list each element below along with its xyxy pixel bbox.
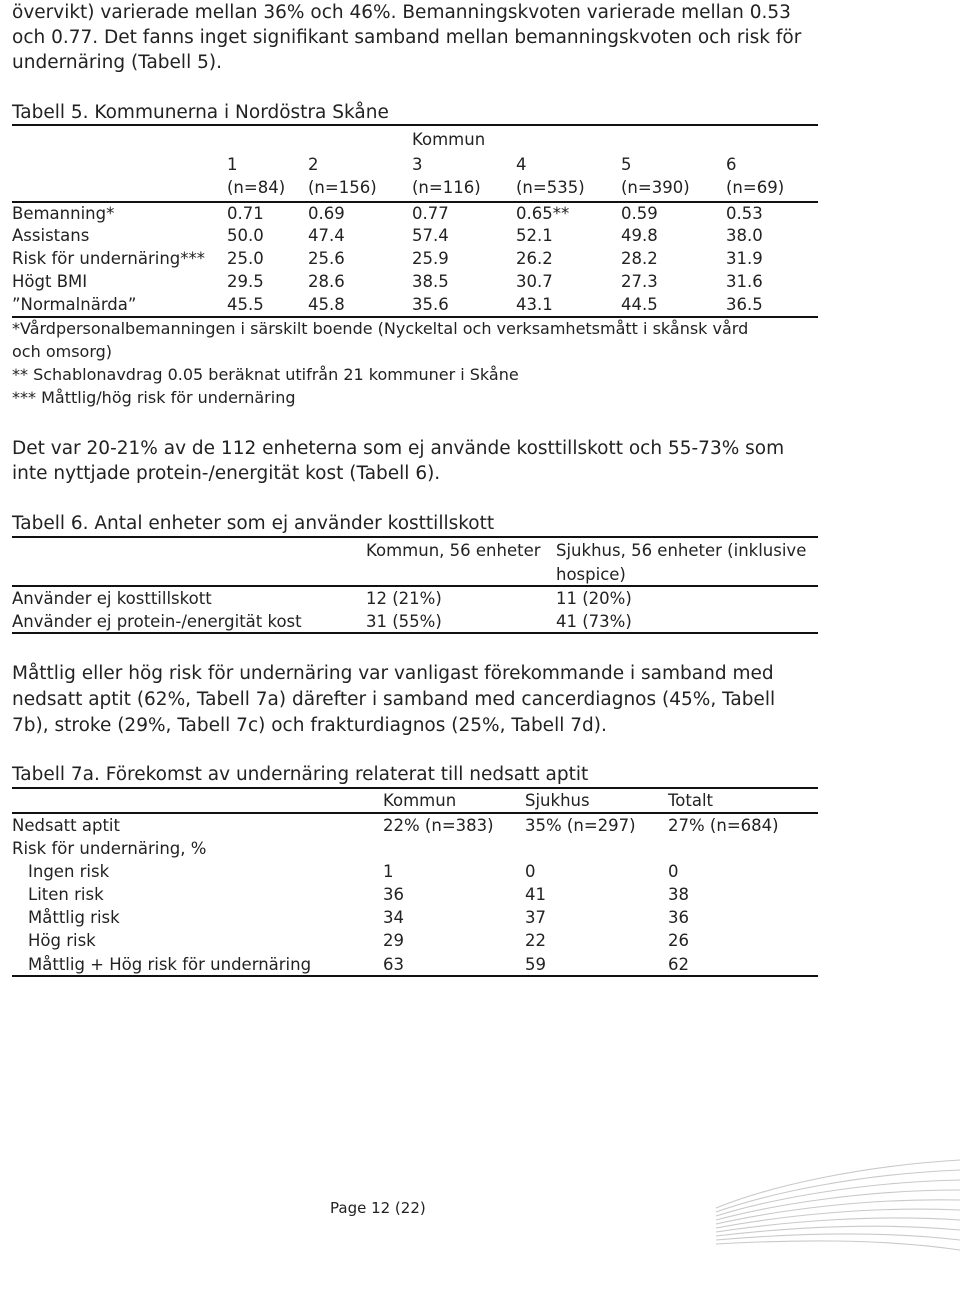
table7a-caption: Tabell 7a. Förekomst av undernäring relaterat till nedsatt aptit (12, 764, 589, 785)
table6-row-label: Använder ej kosttillskott (12, 589, 212, 608)
table7a-row-label: Nedsatt aptit (12, 816, 120, 835)
table5-cell: 49.8 (621, 226, 658, 245)
table5-cell: 36.5 (726, 295, 763, 314)
table5-cell: 30.7 (516, 272, 553, 291)
table5-footnote: *** Måttlig/hög risk för undernäring (12, 388, 296, 407)
table6-header-sjukhus: Sjukhus, 56 enheter (inklusive (556, 541, 807, 560)
table6-header-sjukhus-cont: hospice) (556, 565, 626, 584)
table5-cell: 25.0 (227, 249, 264, 268)
table7a-cell: 36 (383, 885, 404, 904)
table5-cell: 31.6 (726, 272, 763, 291)
table5-row-label: Risk för undernäring*** (12, 249, 206, 268)
table5-cell: 35.6 (412, 295, 449, 314)
table5-cell: 43.1 (516, 295, 553, 314)
table7a-header-totalt: Totalt (668, 791, 714, 810)
table5-cell: 57.4 (412, 226, 449, 245)
table7a-row-label: Ingen risk (28, 862, 110, 881)
table5-group-header: Kommun (412, 130, 486, 149)
table5-row-label: Bemanning* (12, 204, 115, 223)
intro-line-2: och 0.77. Det fanns inget signifikant samband mellan bemanningskvoten och risk för (12, 27, 802, 48)
table5-cell: 25.6 (308, 249, 345, 268)
table5-cell: 0.53 (726, 204, 763, 223)
table5-cell: 38.5 (412, 272, 449, 291)
table5-row-label: Högt BMI (12, 272, 88, 291)
para2-line-2: inte nyttjade protein-/energität kost (Tabell 6). (12, 463, 441, 484)
table5-cell: 0.69 (308, 204, 345, 223)
table7a-cell: 36 (668, 908, 689, 927)
table5-row-label: Assistans (12, 226, 90, 245)
table6-header-kommun: Kommun, 56 enheter (366, 541, 541, 560)
table7a-row-label: Måttlig + Hög risk för undernäring (28, 955, 312, 974)
table5-cell: 31.9 (726, 249, 763, 268)
table7a-cell: 35% (n=297) (525, 816, 636, 835)
table7a-cell: 38 (668, 885, 689, 904)
para2-line-1: Det var 20-21% av de 112 enheterna som ej använde kosttillskott och 55-73% som (12, 438, 785, 459)
table5-cell: 47.4 (308, 226, 345, 245)
table7a-row-label: Hög risk (28, 931, 96, 950)
table5-cell: 38.0 (726, 226, 763, 245)
table7a-cell: 27% (n=684) (668, 816, 779, 835)
table5-footnote: och omsorg) (12, 342, 113, 361)
table5-col-1-n: (n=84) (227, 178, 286, 197)
table6-cell: 11 (20%) (556, 589, 632, 608)
intro-line-3: undernäring (Tabell 5). (12, 52, 222, 73)
table7a-cell: 0 (668, 862, 679, 881)
table7a-cell: 63 (383, 955, 404, 974)
table7a-cell: 22% (n=383) (383, 816, 494, 835)
table7a-cell: 34 (383, 908, 404, 927)
table7a-header-kommun: Kommun (383, 791, 457, 810)
table5-col-2-num: 2 (308, 155, 319, 174)
table5-row-label: ”Normalnärda” (12, 295, 137, 314)
table7a-row-label: Risk för undernäring, % (12, 839, 207, 858)
table5-col-5-n: (n=390) (621, 178, 690, 197)
page-number: Page 12 (22) (330, 1199, 426, 1217)
table5-cell: 0.71 (227, 204, 264, 223)
table5-caption: Tabell 5. Kommunerna i Nordöstra Skåne (12, 102, 389, 123)
table7a-row-label: Måttlig risk (28, 908, 120, 927)
table5-col-6-num: 6 (726, 155, 737, 174)
table5-col-3-num: 3 (412, 155, 423, 174)
table7a-cell: 62 (668, 955, 689, 974)
table5-footnote: ** Schablonavdrag 0.05 beräknat utifrån 21 kommuner i Skåne (12, 365, 519, 384)
table7a-header-sjukhus: Sjukhus (525, 791, 590, 810)
para3-line-2: nedsatt aptit (62%, Tabell 7a) därefter i samband med cancerdiagnos (45%, Tabell (12, 689, 776, 710)
table5-cell: 26.2 (516, 249, 553, 268)
table5-cell: 28.6 (308, 272, 345, 291)
table7a-cell: 22 (525, 931, 546, 950)
table5-footnote: *Vårdpersonalbemanningen i särskilt boende (Nyckeltal och verksamhetsmått i skånsk vård (12, 319, 749, 338)
table7a-cell: 0 (525, 862, 536, 881)
table7a-cell: 26 (668, 931, 689, 950)
table5-col-2-n: (n=156) (308, 178, 377, 197)
table5-cell: 0.59 (621, 204, 658, 223)
table5-cell: 0.77 (412, 204, 449, 223)
table5-col-6-n: (n=69) (726, 178, 785, 197)
table6-cell: 41 (73%) (556, 612, 632, 631)
table6-cell: 31 (55%) (366, 612, 442, 631)
table5-cell: 45.5 (227, 295, 264, 314)
table7a-cell: 1 (383, 862, 394, 881)
table5-cell: 0.65** (516, 204, 570, 223)
table5-cell: 45.8 (308, 295, 345, 314)
table7a-cell: 37 (525, 908, 546, 927)
intro-line-1: övervikt) varierade mellan 36% och 46%. Bemanningskvoten varierade mellan 0.53 (12, 2, 791, 23)
table6-caption: Tabell 6. Antal enheter som ej använder kosttillskott (12, 513, 495, 534)
table5-col-5-num: 5 (621, 155, 632, 174)
table5-cell: 25.9 (412, 249, 449, 268)
table7a-cell: 41 (525, 885, 546, 904)
table7a-cell: 29 (383, 931, 404, 950)
table5-cell: 28.2 (621, 249, 658, 268)
table5-col-3-n: (n=116) (412, 178, 481, 197)
para3-line-1: Måttlig eller hög risk för undernäring var vanligast förekommande i samband med (12, 663, 774, 684)
table5-cell: 29.5 (227, 272, 264, 291)
table5-cell: 27.3 (621, 272, 658, 291)
table6-row-label: Använder ej protein-/energität kost (12, 612, 302, 631)
table7a-row-label: Liten risk (28, 885, 104, 904)
table5-cell: 52.1 (516, 226, 553, 245)
table5-col-1-num: 1 (227, 155, 238, 174)
table5-cell: 44.5 (621, 295, 658, 314)
para3-line-3: 7b), stroke (29%, Tabell 7c) och frakturdiagnos (25%, Tabell 7d). (12, 715, 607, 736)
table5-col-4-num: 4 (516, 155, 527, 174)
table5-col-4-n: (n=535) (516, 178, 585, 197)
table6-cell: 12 (21%) (366, 589, 442, 608)
table7a-cell: 59 (525, 955, 546, 974)
table5-cell: 50.0 (227, 226, 264, 245)
